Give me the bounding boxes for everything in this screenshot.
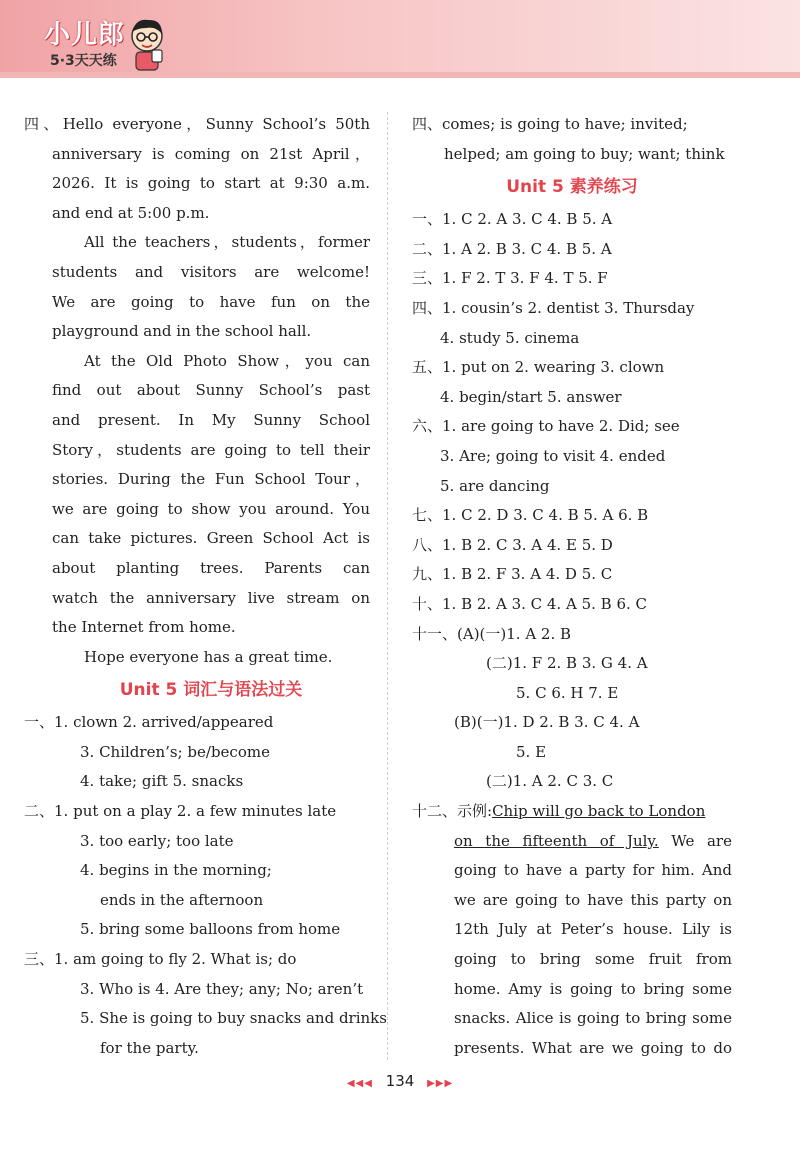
page-footer (0, 1072, 800, 1090)
answer-line: going to have a party for him. And (454, 861, 732, 880)
passage-line: about planting trees. Parents can (52, 558, 370, 577)
answer-line: 5. She is going to buy snacks and drinks (80, 1009, 387, 1028)
right-column (412, 110, 732, 1063)
question-label: 四、 (24, 115, 63, 133)
answer-line: 5. bring some balloons from home (80, 920, 341, 939)
answer-line: 三、1. F 2. T 3. F 4. T 5. F (412, 264, 732, 294)
answer-list (412, 205, 732, 797)
question-label: 四、 (412, 115, 443, 133)
column-divider (387, 112, 388, 1060)
underlined-sentence: Chip will go back to London (492, 802, 706, 821)
answer-line: 七、1. C 2. D 3. C 4. B 5. A 6. B (412, 501, 732, 531)
answer-line: 四、1. cousin’s 2. dentist 3. Thursday (412, 294, 732, 324)
passage-line: Hope everyone has a great time. (84, 647, 333, 666)
passage-line: students and visitors are welcome! (52, 262, 370, 281)
question-label: 一、 (24, 713, 55, 732)
question-label: 十、 (412, 594, 443, 613)
passage-line: can take pictures. Green School Act is (52, 529, 370, 548)
answer-line: 五、1. put on 2. wearing 3. clown (412, 353, 732, 383)
answer-line: presents. What are we going to do (454, 1038, 732, 1057)
answer-line: 5. C 6. H 7. E (516, 683, 619, 702)
answer-line: 十一、(A)(一)1. A 2. B (412, 620, 732, 650)
section-title: Unit 5 词汇与语法过关 (119, 680, 303, 701)
answer-line: ends in the afternoon (100, 890, 264, 909)
passage-line: anniversary is coming on 21st April， (52, 144, 370, 163)
passage-line: and present. In My Sunny School (52, 410, 370, 429)
question-label: 九、 (412, 565, 443, 584)
answer-line: 一、1. C 2. A 3. C 4. B 5. A (412, 205, 732, 235)
answer-line: 二、1. put on a play 2. a few minutes late (24, 802, 337, 821)
answer-line: 3. too early; too late (80, 831, 234, 850)
left-column (24, 110, 387, 1063)
answer-line: helped; am going to buy; want; think (444, 144, 725, 163)
answer-line: 二、1. A 2. B 3. C 4. B 5. A (412, 235, 732, 265)
passage-line: Story，students are going to tell their (52, 440, 370, 459)
page-header (0, 0, 800, 78)
right-arrows-icon: ▶▶▶ (427, 1078, 454, 1089)
answer-line: we are going to have this party on (454, 890, 732, 909)
answer-line: on the fifteenth of July. We are (454, 831, 732, 850)
answer-line: 4. study 5. cinema (440, 328, 580, 347)
passage-line: the Internet from home. (52, 618, 236, 637)
answer-line: 4. begin/start 5. answer (440, 387, 622, 406)
passage-line: 2026. It is going to start at 9:30 a.m. (52, 174, 370, 193)
passage-line: At the Old Photo Show，you can (84, 351, 370, 370)
answer-line: 4. take; gift 5. snacks (80, 772, 244, 791)
answer-line: snacks. Alice is going to bring some (454, 1009, 732, 1028)
underlined-sentence: on the fifteenth of July. (454, 831, 659, 850)
question-label: 四、 (412, 298, 443, 317)
answer-line: going to bring some fruit from (454, 950, 732, 969)
answer-line: (B)(一)1. D 2. B 3. C 4. A (454, 713, 640, 732)
answer-line: 一、1. clown 2. arrived/appeared (24, 713, 274, 732)
question-label: 二、 (24, 802, 55, 821)
question-label: 五、 (412, 358, 443, 377)
page-number: 134 (385, 1072, 415, 1090)
answer-line (412, 797, 732, 827)
passage-line: We are going to have fun on the (52, 292, 370, 311)
passage-line: stories. During the Fun School Tour， (52, 470, 370, 489)
question-label: 三、 (24, 950, 55, 969)
question-label: 三、 (412, 269, 443, 288)
passage-line: 四、Hello everyone，Sunny School’s 50th (24, 115, 370, 133)
question-label: 一、 (412, 210, 443, 229)
section-title: Unit 5 素养练习 (506, 177, 638, 198)
mascot-boy-icon (124, 16, 170, 72)
answer-line: (二)1. A 2. C 3. C (486, 772, 614, 791)
left-arrows-icon: ◀◀◀ (346, 1078, 373, 1089)
passage-line: All the teachers，students，former (84, 233, 370, 252)
answer-line: home. Amy is going to bring some (454, 979, 732, 998)
answer-line: 八、1. B 2. C 3. A 4. E 5. D (412, 531, 732, 561)
passage-line: we are going to show you around. You (52, 499, 370, 518)
answer-line: 5. are dancing (440, 476, 550, 495)
answer-line: for the party. (100, 1038, 199, 1057)
question-label: 七、 (412, 506, 443, 525)
answer-line: 三、1. am going to fly 2. What is; do (24, 950, 297, 969)
answer-line: 十、1. B 2. A 3. C 4. A 5. B 6. C (412, 590, 732, 620)
question-label: 十一、 (412, 624, 458, 643)
passage-line: find out about Sunny School’s past (52, 381, 370, 400)
answer-line: 九、1. B 2. F 3. A 4. D 5. C (412, 560, 732, 590)
passage-line: playground and in the school hall. (52, 322, 312, 341)
answer-line: 六、1. are going to have 2. Did; see (412, 412, 732, 442)
answer-line: 3. Are; going to visit 4. ended (440, 446, 666, 465)
answer-line: 3. Who is 4. Are they; any; No; aren’t (80, 979, 364, 998)
answer-line: 3. Children’s; be/become (80, 742, 270, 761)
brand-logo-text: 小儿郎 (44, 20, 126, 50)
answer-line: (二)1. F 2. B 3. G 4. A (486, 654, 648, 673)
question-label: 八、 (412, 535, 443, 554)
passage-line: watch the anniversary live stream on (52, 588, 370, 607)
question-label: 二、 (412, 239, 443, 258)
answer-line: 四、comes; is going to have; invited; (412, 115, 688, 133)
answer-line: 4. begins in the morning; (80, 861, 272, 880)
series-name: 5·3天天练 (50, 53, 117, 69)
example-label: 示例: (457, 802, 493, 821)
question-label: 六、 (412, 417, 443, 436)
answer-line: 5. E (516, 742, 547, 761)
question-label: 十二、 (412, 802, 458, 821)
passage-line: and end at 5:00 p.m. (52, 203, 210, 222)
answer-line: 12th July at Peter’s house. Lily is (454, 920, 732, 939)
